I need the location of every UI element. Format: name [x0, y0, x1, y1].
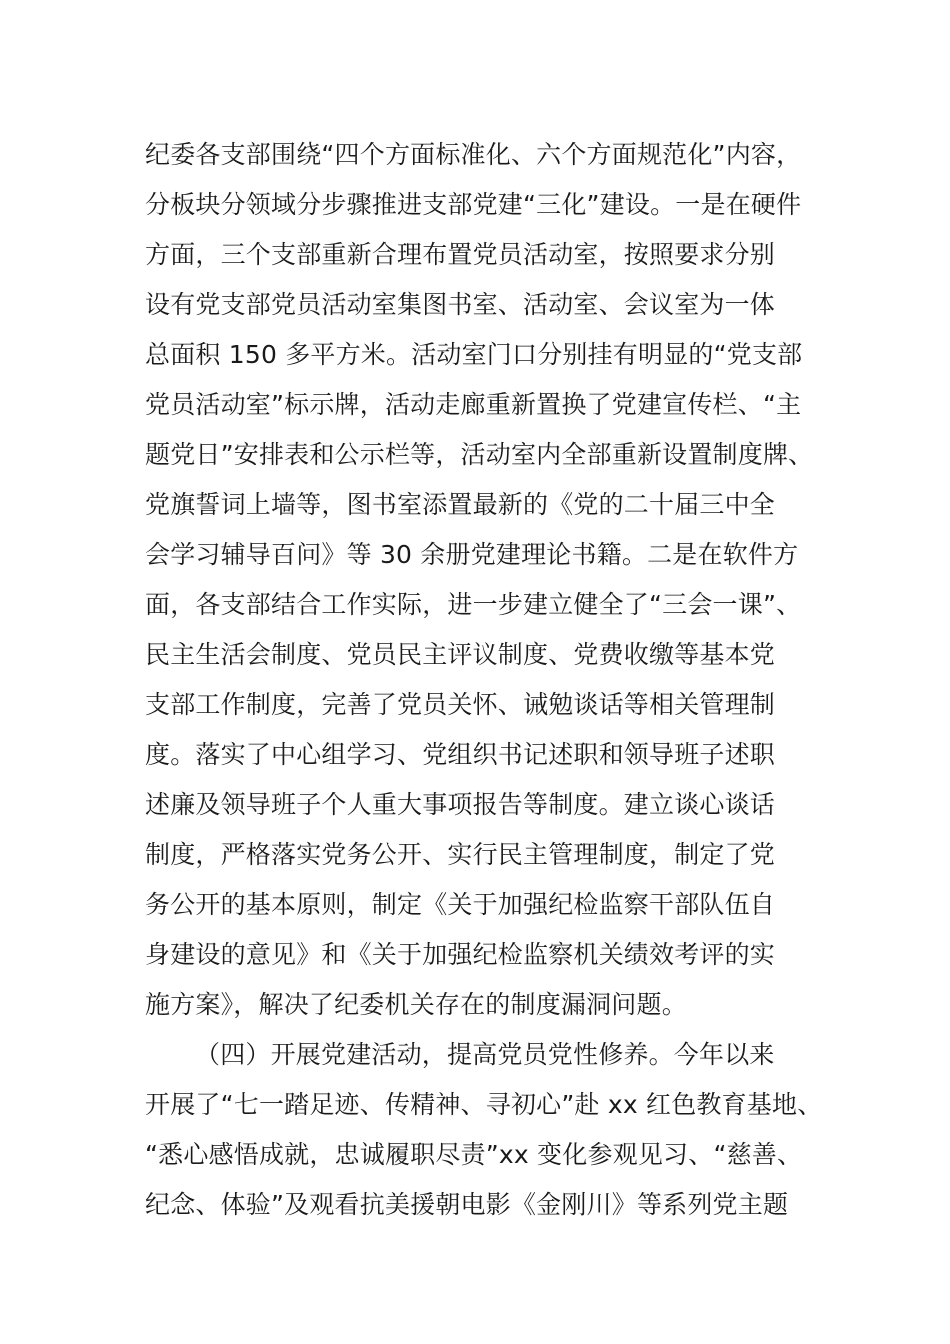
text-line: 会学习辅导百问》等 30 余册党建理论书籍。二是在软件方 — [145, 540, 799, 569]
text-line: 党员活动室”标示牌，活动走廊重新置换了党建宣传栏、“主 — [145, 390, 802, 419]
text-line: 总面积 150 多平方米。活动室门口分别挂有明显的“党支部 — [145, 340, 803, 369]
text-line: 党旗誓词上墙等，图书室添置最新的《党的二十届三中全 — [145, 490, 776, 519]
text-line: 身建设的意见》和《关于加强纪检监察机关绩效考评的实 — [145, 940, 776, 969]
text-line: 述廉及领导班子个人重大事项报告等制度。建立谈心谈话 — [145, 790, 776, 819]
text-line: 开展了“七一踏足迹、传精神、寻初心”赴 xx 红色教育基地、 — [145, 1090, 823, 1119]
text-line: 支部工作制度，完善了党员关怀、诫勉谈话等相关管理制 — [145, 690, 776, 719]
text-line: 施方案》，解决了纪委机关存在的制度漏洞问题。 — [145, 990, 687, 1019]
text-line: 制度，严格落实党务公开、实行民主管理制度，制定了党 — [145, 840, 776, 869]
text-line: 纪念、体验”及观看抗美援朝电影《金刚川》等系列党主题 — [145, 1190, 789, 1219]
text-line: 面，各支部结合工作实际，进一步建立健全了“三会一课”、 — [145, 590, 802, 619]
section-heading-line: （四）开展党建活动，提高党员党性修养。今年以来 — [195, 1040, 775, 1069]
text-line: 民主生活会制度、党员民主评议制度、党费收缴等基本党 — [145, 640, 776, 669]
text-line: 纪委各支部围绕“四个方面标准化、六个方面规范化”内容， — [145, 140, 802, 169]
text-line: 设有党支部党员活动室集图书室、活动室、会议室为一体 — [145, 290, 776, 319]
text-line: 方面，三个支部重新合理布置党员活动室，按照要求分别 — [145, 240, 776, 269]
body-text — [145, 130, 825, 1230]
text-line: 务公开的基本原则，制定《关于加强纪检监察干部队伍自 — [145, 890, 776, 919]
text-line: “悉心感悟成就，忠诚履职尽责”xx 变化参观见习、“慈善、 — [145, 1140, 803, 1169]
text-line: 分板块分领域分步骤推进支部党建“三化”建设。一是在硬件 — [145, 190, 802, 219]
text-line: 题党日”安排表和公示栏等，活动室内全部重新设置制度牌、 — [145, 440, 814, 469]
text-line: 度。落实了中心组学习、党组织书记述职和领导班子述职 — [145, 740, 776, 769]
